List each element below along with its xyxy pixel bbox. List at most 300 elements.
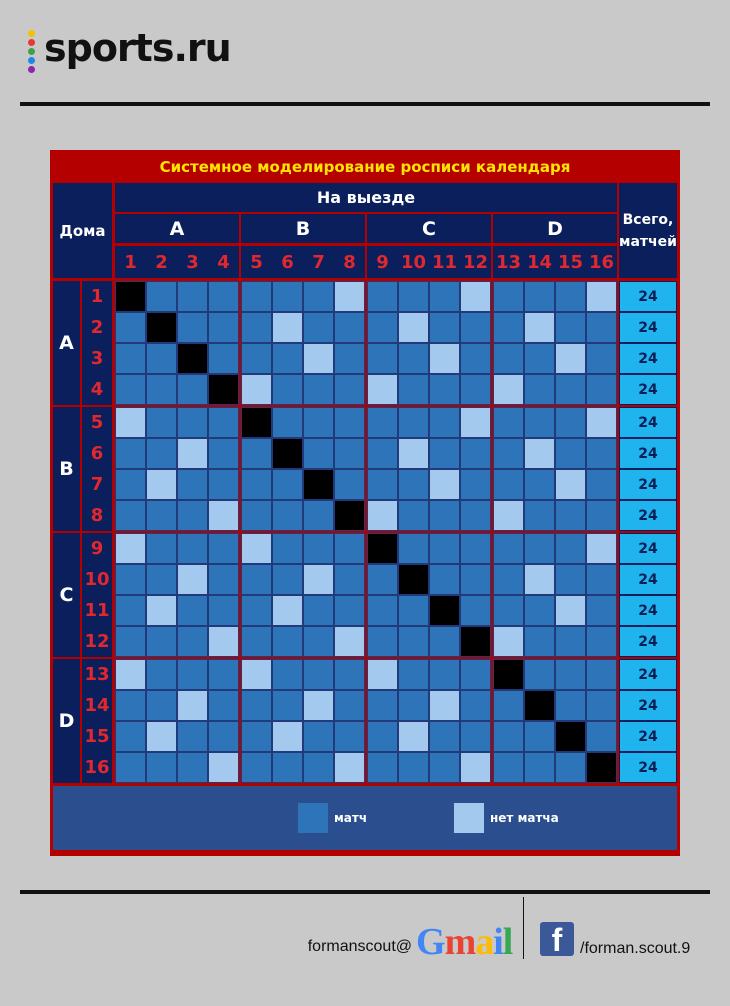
self-cell xyxy=(208,374,239,405)
home-group-C: C xyxy=(53,533,80,657)
match-cell xyxy=(367,564,398,595)
match-cell xyxy=(146,343,177,374)
match-cell xyxy=(208,281,239,312)
gmail-letter: i xyxy=(493,921,503,963)
no-match-cell xyxy=(429,690,460,721)
match-cell xyxy=(146,374,177,405)
match-cell xyxy=(272,407,303,438)
home-header: Дома xyxy=(53,183,112,278)
header-divider xyxy=(20,102,710,106)
match-cell xyxy=(367,469,398,500)
total-4: 24 xyxy=(619,374,677,405)
match-cell xyxy=(272,690,303,721)
match-cell xyxy=(177,626,208,657)
no-match-cell xyxy=(115,407,146,438)
match-cell xyxy=(303,659,334,690)
no-match-cell xyxy=(241,374,272,405)
match-cell xyxy=(241,690,272,721)
gmail-letter: l xyxy=(502,921,513,963)
total-13: 24 xyxy=(619,659,677,690)
match-cell xyxy=(493,438,524,469)
match-cell xyxy=(460,374,491,405)
match-cell xyxy=(460,659,491,690)
match-cell xyxy=(208,469,239,500)
match-cell xyxy=(524,626,555,657)
match-cell xyxy=(177,721,208,752)
match-cell xyxy=(303,626,334,657)
match-cell xyxy=(146,752,177,783)
no-match-cell xyxy=(367,374,398,405)
match-cell xyxy=(460,595,491,626)
match-cell xyxy=(555,438,586,469)
self-cell xyxy=(460,626,491,657)
match-cell xyxy=(398,626,429,657)
match-cell xyxy=(398,469,429,500)
match-cell xyxy=(367,721,398,752)
match-cell xyxy=(146,564,177,595)
match-cell xyxy=(115,500,146,531)
no-match-cell xyxy=(146,721,177,752)
match-cell xyxy=(115,564,146,595)
match-cell xyxy=(334,690,365,721)
match-cell xyxy=(177,469,208,500)
match-cell xyxy=(241,438,272,469)
match-cell xyxy=(115,752,146,783)
no-match-cell xyxy=(398,312,429,343)
no-match-cell xyxy=(303,690,334,721)
match-cell xyxy=(398,659,429,690)
match-cell xyxy=(398,690,429,721)
total-1: 24 xyxy=(619,281,677,312)
total-7: 24 xyxy=(619,469,677,500)
match-cell xyxy=(555,533,586,564)
match-cell xyxy=(177,281,208,312)
match-cell xyxy=(586,564,617,595)
total-6: 24 xyxy=(619,438,677,469)
match-cell xyxy=(429,438,460,469)
match-cell xyxy=(241,343,272,374)
match-cell xyxy=(460,343,491,374)
match-cell xyxy=(367,407,398,438)
self-cell xyxy=(493,659,524,690)
no-match-cell xyxy=(115,533,146,564)
match-cell xyxy=(493,721,524,752)
away-team-3: 3 xyxy=(177,246,208,278)
match-cell xyxy=(398,595,429,626)
match-cell xyxy=(208,721,239,752)
away-team-12: 12 xyxy=(460,246,491,278)
no-match-cell xyxy=(177,564,208,595)
match-cell xyxy=(429,752,460,783)
match-cell xyxy=(493,469,524,500)
match-cell xyxy=(208,438,239,469)
match-cell xyxy=(115,721,146,752)
no-match-cell xyxy=(524,564,555,595)
match-cell xyxy=(334,312,365,343)
footer-divider xyxy=(20,890,710,894)
match-cell xyxy=(146,407,177,438)
self-cell xyxy=(272,438,303,469)
match-cell xyxy=(303,595,334,626)
match-cell xyxy=(460,690,491,721)
no-match-cell xyxy=(555,469,586,500)
home-team-8: 8 xyxy=(82,500,112,531)
match-cell xyxy=(241,281,272,312)
no-match-cell xyxy=(460,281,491,312)
home-group-D: D xyxy=(53,659,80,783)
email-prefix[interactable]: formanscout@ xyxy=(307,938,412,955)
match-cell xyxy=(524,500,555,531)
facebook-handle[interactable]: /forman.scout.9 xyxy=(580,940,691,957)
match-cell xyxy=(177,500,208,531)
no-match-cell xyxy=(586,407,617,438)
match-cell xyxy=(241,595,272,626)
total-9: 24 xyxy=(619,533,677,564)
home-team-15: 15 xyxy=(82,721,112,752)
match-cell xyxy=(177,752,208,783)
match-cell xyxy=(303,752,334,783)
no-match-cell xyxy=(272,312,303,343)
match-cell xyxy=(367,281,398,312)
match-cell xyxy=(524,659,555,690)
match-cell xyxy=(524,343,555,374)
match-cell xyxy=(460,564,491,595)
away-team-2: 2 xyxy=(146,246,177,278)
match-cell xyxy=(429,407,460,438)
home-team-2: 2 xyxy=(82,312,112,343)
no-match-cell xyxy=(272,721,303,752)
away-team-9: 9 xyxy=(367,246,398,278)
away-team-16: 16 xyxy=(586,246,617,278)
match-cell xyxy=(303,312,334,343)
match-cell xyxy=(334,721,365,752)
match-cell xyxy=(398,500,429,531)
legend-no-match-swatch xyxy=(454,803,484,833)
footer-separator xyxy=(523,897,524,959)
no-match-cell xyxy=(460,752,491,783)
no-match-cell xyxy=(524,312,555,343)
self-cell xyxy=(398,564,429,595)
no-match-cell xyxy=(493,374,524,405)
match-cell xyxy=(555,659,586,690)
home-group-B: B xyxy=(53,407,80,531)
no-match-cell xyxy=(524,438,555,469)
match-cell xyxy=(177,595,208,626)
match-cell xyxy=(493,564,524,595)
match-cell xyxy=(272,469,303,500)
no-match-cell xyxy=(460,407,491,438)
match-cell xyxy=(429,533,460,564)
match-cell xyxy=(586,500,617,531)
no-match-cell xyxy=(208,752,239,783)
away-team-8: 8 xyxy=(334,246,365,278)
total-11: 24 xyxy=(619,595,677,626)
match-cell xyxy=(367,626,398,657)
no-match-cell xyxy=(586,533,617,564)
match-cell xyxy=(398,407,429,438)
no-match-cell xyxy=(429,343,460,374)
match-cell xyxy=(586,721,617,752)
match-cell xyxy=(555,407,586,438)
match-cell xyxy=(115,595,146,626)
match-cell xyxy=(334,564,365,595)
match-cell xyxy=(586,438,617,469)
match-cell xyxy=(334,343,365,374)
no-match-cell xyxy=(177,438,208,469)
no-match-cell xyxy=(272,595,303,626)
match-cell xyxy=(115,312,146,343)
away-team-6: 6 xyxy=(272,246,303,278)
no-match-cell xyxy=(429,469,460,500)
match-cell xyxy=(241,626,272,657)
away-group-D: D xyxy=(493,214,617,243)
match-cell xyxy=(429,721,460,752)
match-cell xyxy=(177,374,208,405)
match-cell xyxy=(493,595,524,626)
no-match-cell xyxy=(493,500,524,531)
self-cell xyxy=(555,721,586,752)
self-cell xyxy=(115,281,146,312)
match-cell xyxy=(586,626,617,657)
match-cell xyxy=(208,343,239,374)
no-match-cell xyxy=(398,438,429,469)
away-header: На выезде xyxy=(115,183,617,212)
away-team-1: 1 xyxy=(115,246,146,278)
match-cell xyxy=(115,690,146,721)
away-team-10: 10 xyxy=(398,246,429,278)
match-cell xyxy=(115,374,146,405)
total-5: 24 xyxy=(619,407,677,438)
self-cell xyxy=(367,533,398,564)
legend-no-match-label: нет матча xyxy=(490,811,559,825)
home-team-9: 9 xyxy=(82,533,112,564)
total-2: 24 xyxy=(619,312,677,343)
total-3: 24 xyxy=(619,343,677,374)
home-team-13: 13 xyxy=(82,659,112,690)
match-cell xyxy=(493,407,524,438)
home-team-5: 5 xyxy=(82,407,112,438)
match-cell xyxy=(367,343,398,374)
home-team-12: 12 xyxy=(82,626,112,657)
home-team-3: 3 xyxy=(82,343,112,374)
away-group-C: C xyxy=(367,214,491,243)
self-cell xyxy=(177,343,208,374)
match-cell xyxy=(555,564,586,595)
match-cell xyxy=(524,595,555,626)
match-cell xyxy=(460,721,491,752)
away-team-14: 14 xyxy=(524,246,555,278)
self-cell xyxy=(241,407,272,438)
no-match-cell xyxy=(303,343,334,374)
away-team-5: 5 xyxy=(241,246,272,278)
match-cell xyxy=(460,500,491,531)
match-cell xyxy=(398,374,429,405)
total-15: 24 xyxy=(619,721,677,752)
match-cell xyxy=(334,469,365,500)
total-10: 24 xyxy=(619,564,677,595)
away-group-A: A xyxy=(115,214,239,243)
legend-match-label: матч xyxy=(334,811,368,825)
match-cell xyxy=(208,595,239,626)
no-match-cell xyxy=(177,690,208,721)
away-team-4: 4 xyxy=(208,246,239,278)
match-cell xyxy=(303,281,334,312)
away-team-7: 7 xyxy=(303,246,334,278)
match-cell xyxy=(272,343,303,374)
match-cell xyxy=(177,659,208,690)
match-cell xyxy=(429,564,460,595)
away-team-11: 11 xyxy=(429,246,460,278)
match-cell xyxy=(272,659,303,690)
match-cell xyxy=(586,659,617,690)
match-cell xyxy=(398,281,429,312)
match-cell xyxy=(493,312,524,343)
match-cell xyxy=(241,721,272,752)
match-cell xyxy=(272,500,303,531)
no-match-cell xyxy=(303,564,334,595)
total-12: 24 xyxy=(619,626,677,657)
home-team-16: 16 xyxy=(82,752,112,783)
match-cell xyxy=(524,407,555,438)
no-match-cell xyxy=(208,626,239,657)
match-cell xyxy=(146,690,177,721)
match-cell xyxy=(460,438,491,469)
no-match-cell xyxy=(334,281,365,312)
match-cell xyxy=(367,690,398,721)
match-cell xyxy=(115,626,146,657)
match-cell xyxy=(272,626,303,657)
match-cell xyxy=(367,312,398,343)
total-header-line2: матчей xyxy=(619,233,677,250)
match-cell xyxy=(272,374,303,405)
match-cell xyxy=(586,312,617,343)
match-cell xyxy=(303,438,334,469)
self-cell xyxy=(334,500,365,531)
home-group-A: A xyxy=(53,281,80,405)
home-team-11: 11 xyxy=(82,595,112,626)
match-cell xyxy=(303,500,334,531)
match-cell xyxy=(555,690,586,721)
match-cell xyxy=(429,312,460,343)
match-cell xyxy=(334,659,365,690)
match-cell xyxy=(524,281,555,312)
home-team-4: 4 xyxy=(82,374,112,405)
match-cell xyxy=(586,595,617,626)
no-match-cell xyxy=(241,659,272,690)
table-title: Системное моделирование росписи календаря xyxy=(53,153,677,181)
match-cell xyxy=(241,312,272,343)
site-logo[interactable]: sports.ru xyxy=(44,26,231,70)
match-cell xyxy=(208,407,239,438)
match-cell xyxy=(177,533,208,564)
match-cell xyxy=(460,533,491,564)
match-cell xyxy=(146,281,177,312)
match-cell xyxy=(398,343,429,374)
match-cell xyxy=(303,374,334,405)
home-team-10: 10 xyxy=(82,564,112,595)
away-group-B: B xyxy=(241,214,365,243)
gmail-letter: G xyxy=(416,921,445,963)
away-team-15: 15 xyxy=(555,246,586,278)
match-cell xyxy=(524,374,555,405)
match-cell xyxy=(555,500,586,531)
match-cell xyxy=(555,312,586,343)
match-cell xyxy=(429,281,460,312)
match-cell xyxy=(146,533,177,564)
match-cell xyxy=(208,533,239,564)
match-cell xyxy=(303,533,334,564)
home-team-1: 1 xyxy=(82,281,112,312)
match-cell xyxy=(524,752,555,783)
schedule-grid xyxy=(50,150,680,856)
total-14: 24 xyxy=(619,690,677,721)
self-cell xyxy=(524,690,555,721)
match-cell xyxy=(115,438,146,469)
match-cell xyxy=(334,374,365,405)
no-match-cell xyxy=(146,595,177,626)
match-cell xyxy=(460,469,491,500)
match-cell xyxy=(493,281,524,312)
match-cell xyxy=(555,281,586,312)
no-match-cell xyxy=(146,469,177,500)
match-cell xyxy=(367,595,398,626)
match-cell xyxy=(146,626,177,657)
match-cell xyxy=(115,469,146,500)
match-cell xyxy=(334,533,365,564)
gmail-letter: a xyxy=(475,921,494,963)
no-match-cell xyxy=(586,281,617,312)
no-match-cell xyxy=(334,752,365,783)
match-cell xyxy=(493,690,524,721)
match-cell xyxy=(555,626,586,657)
match-cell xyxy=(586,690,617,721)
match-cell xyxy=(241,752,272,783)
match-cell xyxy=(429,500,460,531)
match-cell xyxy=(208,659,239,690)
match-cell xyxy=(586,469,617,500)
no-match-cell xyxy=(493,626,524,657)
facebook-icon[interactable]: f xyxy=(540,922,574,956)
match-cell xyxy=(177,312,208,343)
match-cell xyxy=(493,533,524,564)
match-cell xyxy=(586,374,617,405)
match-cell xyxy=(493,752,524,783)
match-cell xyxy=(586,343,617,374)
match-cell xyxy=(398,533,429,564)
match-cell xyxy=(272,281,303,312)
gmail-logo xyxy=(416,920,512,964)
match-cell xyxy=(208,690,239,721)
self-cell xyxy=(303,469,334,500)
total-16: 24 xyxy=(619,752,677,783)
self-cell xyxy=(146,312,177,343)
match-cell xyxy=(334,438,365,469)
match-cell xyxy=(367,752,398,783)
match-cell xyxy=(524,469,555,500)
match-cell xyxy=(555,752,586,783)
match-cell xyxy=(115,343,146,374)
logo-dots xyxy=(28,30,36,76)
match-cell xyxy=(177,407,208,438)
match-cell xyxy=(146,659,177,690)
match-cell xyxy=(241,564,272,595)
match-cell xyxy=(208,564,239,595)
no-match-cell xyxy=(334,626,365,657)
match-cell xyxy=(272,533,303,564)
match-cell xyxy=(303,721,334,752)
total-header-line1: Всего, xyxy=(622,211,674,228)
away-team-13: 13 xyxy=(493,246,524,278)
